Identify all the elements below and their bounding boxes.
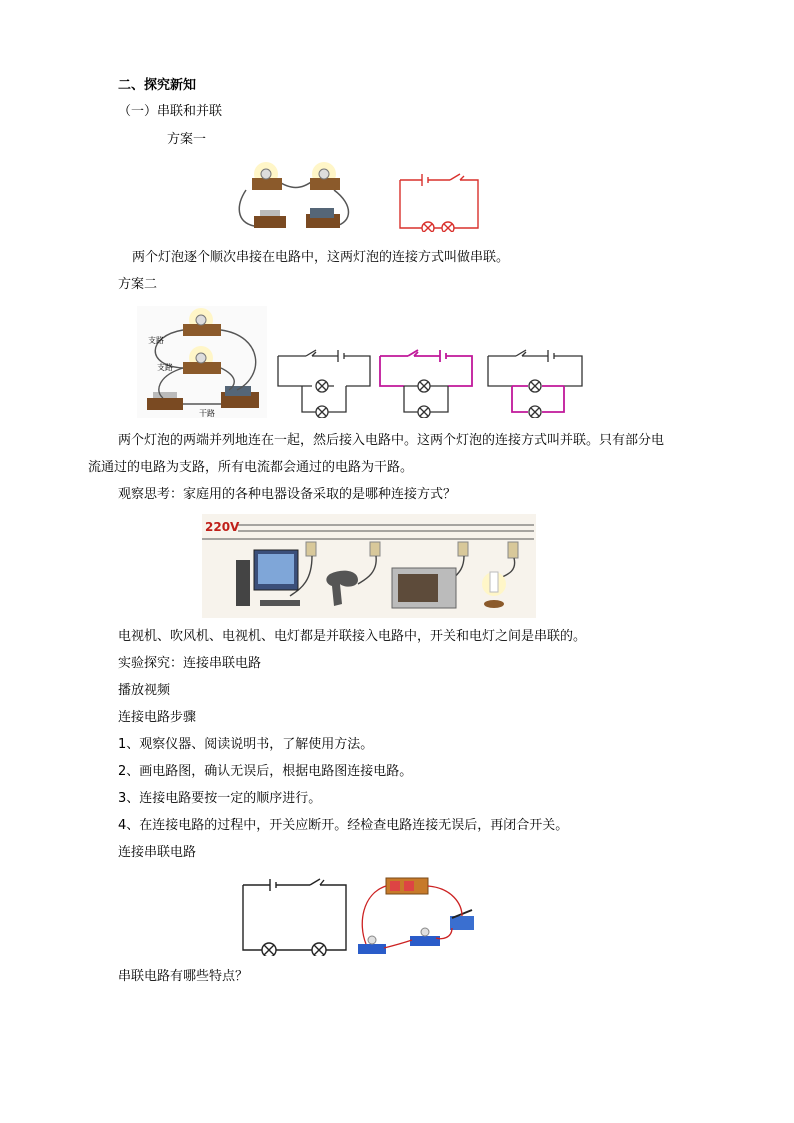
trunk-label: 干路 — [199, 409, 215, 418]
connect-series-title: 连接串联电路 — [118, 845, 197, 860]
parallel-photo — [137, 306, 267, 418]
step-2: 2、画电路图，确认无误后，根据电路图连接电路。 — [118, 764, 413, 779]
steps-title: 连接电路步骤 — [118, 710, 197, 725]
play-video-link[interactable]: 播放视频 — [118, 683, 171, 698]
parallel-circuit-diagram-branches — [486, 346, 584, 418]
series-circuit-diagram-final — [240, 876, 350, 956]
parallel-circuit-diagram-trunk — [378, 346, 474, 418]
parallel-definition-line2: 流通过的电路为支路，所有电流都会通过的电路为干路。 — [88, 460, 414, 475]
observe-question: 观察思考：家庭用的各种电器设备采取的是哪种连接方式？ — [118, 487, 457, 502]
household-conclusion: 电视机、吹风机、电视机、电灯都是并联接入电路中，开关和电灯之间是串联的。 — [118, 629, 587, 644]
step-4: 4、在连接电路的过程中，开关应断开。经检查电路连接无误后，再闭合开关。 — [118, 818, 569, 833]
branch-label-1: 支路 — [148, 336, 164, 345]
series-circuit-diagram — [398, 170, 480, 232]
series-photo — [236, 160, 354, 238]
series-features-question: 串联电路有哪些特点？ — [118, 969, 249, 984]
parallel-definition-line1: 两个灯泡的两端并列地连在一起，然后接入电路中。这两个灯泡的连接方式叫并联。只有部分电 — [118, 433, 665, 448]
plan-one-label: 方案一 — [167, 132, 207, 147]
plan-two-label: 方案二 — [118, 277, 158, 292]
series-definition: 两个灯泡逐个顺次串接在电路中，这两灯泡的连接方式叫做串联。 — [132, 250, 510, 265]
section-heading: 二、探究新知 — [118, 78, 197, 93]
step-3: 3、连接电路要按一定的顺序进行。 — [118, 791, 322, 806]
subsection-title: （一）串联和并联 — [118, 104, 223, 119]
experiment-title: 实验探究：连接串联电路 — [118, 656, 262, 671]
branch-label-2: 支路 — [157, 363, 173, 372]
voltage-label: 220V — [205, 520, 240, 534]
parallel-circuit-diagram-black — [276, 346, 372, 418]
series-kit-photo — [352, 874, 480, 958]
household-circuit-photo — [202, 514, 536, 618]
step-1: 1、观察仪器、阅读说明书，了解使用方法。 — [118, 737, 374, 752]
